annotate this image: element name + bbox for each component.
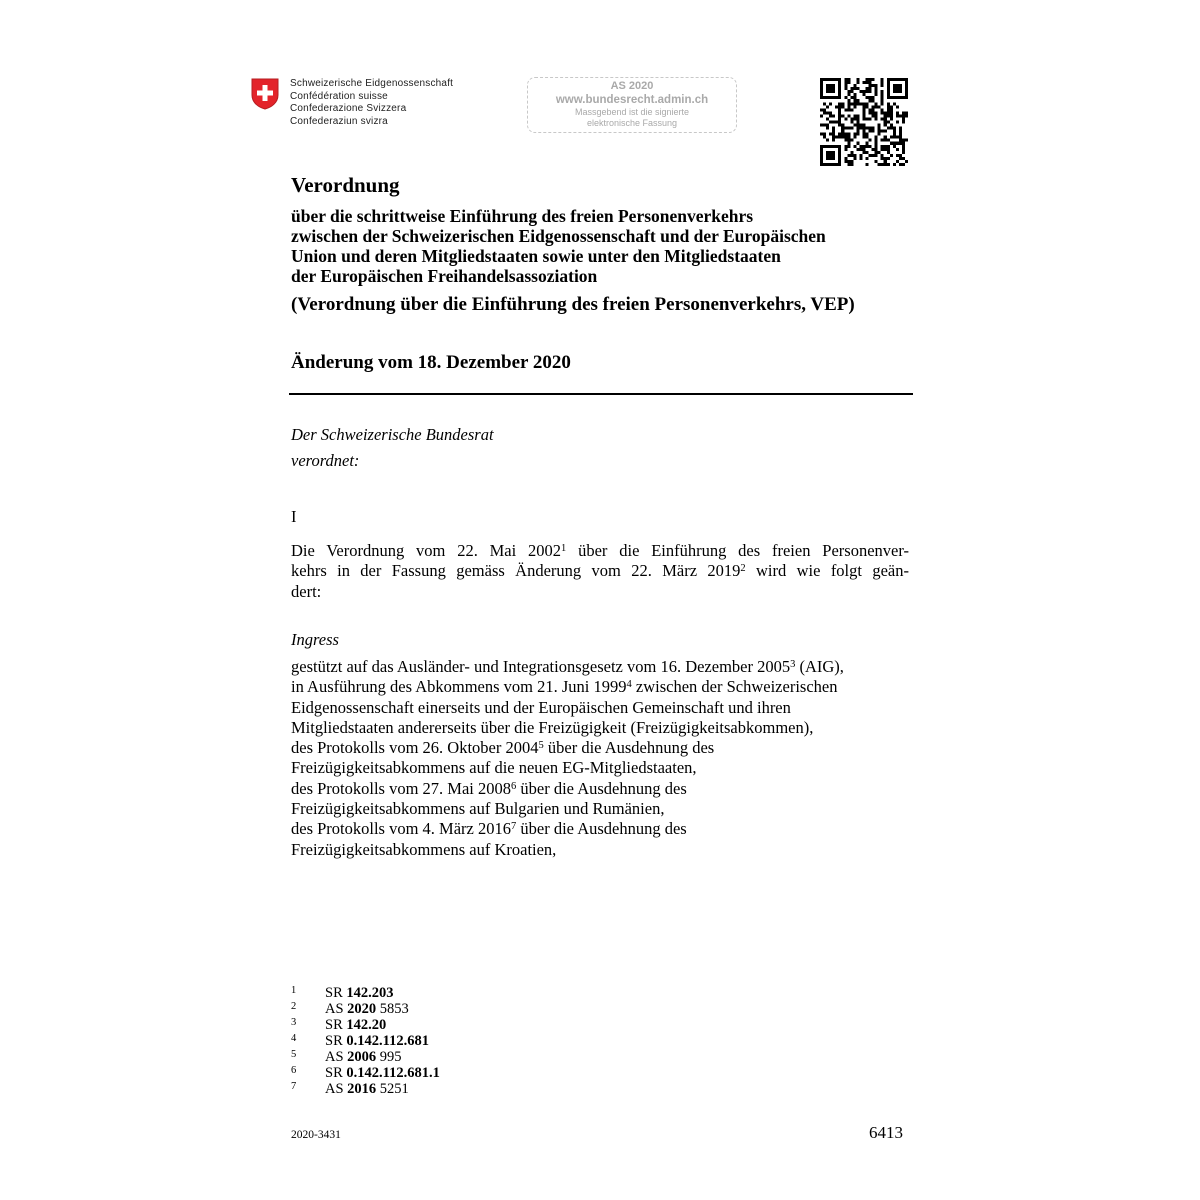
ingress-line: Freizügigkeitsabkommens auf Kroatien,	[291, 839, 557, 859]
footnote	[291, 1033, 440, 1049]
ingress-line: Freizügigkeitsabkommens auf die neuen EG-Mitgliedstaaten,	[291, 758, 697, 778]
swiss-flag-icon	[251, 78, 279, 110]
footnote-reference[interactable]: 142.203	[346, 985, 394, 1001]
footnote-prefix: SR	[325, 1065, 347, 1081]
footnote-number: 1	[291, 985, 297, 996]
amendment-date: Änderung vom 18. Dezember 2020	[291, 352, 571, 373]
footnote-number: 4	[291, 1033, 297, 1044]
footnote-reference[interactable]: 0.142.112.681.1	[346, 1065, 440, 1081]
footnote-ref[interactable]: 6	[511, 780, 517, 792]
paragraph-line	[291, 561, 909, 581]
council-name: Der Schweizerische Bundesrat	[291, 425, 494, 444]
footnote	[291, 1081, 440, 1097]
ingress-line	[291, 779, 844, 799]
ingress-part: des Protokolls vom 27. Mai 2008	[291, 778, 512, 798]
ingress-line: Freizügigkeitsabkommens auf Bulgarien und Rumänien,	[291, 799, 665, 819]
footnote	[291, 1065, 440, 1081]
footnote	[291, 1049, 440, 1065]
footnote-number: 5	[291, 1049, 297, 1060]
footnote-prefix: AS	[325, 1049, 348, 1065]
footnote-prefix: SR	[325, 1017, 347, 1033]
footnote-ref[interactable]: 4	[626, 679, 632, 691]
short-title: (Verordnung über die Einführung des freien Personenverkehrs, VEP)	[291, 294, 855, 315]
subtitle-line: Union und deren Mitgliedstaaten sowie unter den Mitgliedstaaten	[291, 246, 781, 266]
ingress-part: des Protokolls vom 4. März 2016	[291, 819, 511, 839]
qr-code-icon	[820, 78, 908, 166]
section-number: I	[291, 507, 297, 526]
ingress-part: gestützt auf das Ausländer- und Integrationsgesetz vom 16. Dezember 2005	[291, 657, 791, 676]
footnote-number: 6	[291, 1065, 297, 1076]
paragraph-line	[291, 541, 909, 561]
paragraph-text: wird wie folgt geän-	[745, 561, 909, 581]
subtitle-line: über die schrittweise Einführung des freien Personenverkehrs	[291, 206, 754, 226]
confederation-name-rm: Confederaziun svizra	[290, 115, 388, 127]
enacting-clause	[291, 425, 494, 472]
footnote-ref[interactable]: 2	[740, 563, 746, 575]
footnote-ref[interactable]: 5	[538, 740, 544, 752]
footnote-ref[interactable]: 7	[511, 821, 517, 833]
footnote-rest: 5251	[376, 1081, 409, 1097]
council-decrees: verordnet:	[291, 451, 360, 471]
document-subtitle	[291, 206, 826, 286]
footnotes	[291, 985, 440, 1097]
footnote-ref[interactable]: 3	[790, 659, 796, 670]
ingress-part: über die Ausdehnung des	[543, 738, 715, 758]
footnote	[291, 985, 440, 1001]
ingress-line	[291, 657, 844, 677]
footnote	[291, 1001, 440, 1017]
paragraph-text: über die Einführung des freien Personenver-	[566, 541, 909, 560]
official-publication-stamp	[527, 77, 737, 133]
ingress-heading: Ingress	[291, 630, 339, 649]
ingress-part: zwischen der Schweizerischen	[631, 677, 838, 697]
ingress-line: Eidgenossenschaft einerseits und der Europäischen Gemeinschaft und ihren	[291, 697, 791, 717]
footnote-reference[interactable]: 2006	[347, 1049, 377, 1065]
paragraph-text: kehrs in der Fassung gemäss Änderung vom 22. März 2019	[291, 561, 741, 581]
ingress-part: in Ausführung des Abkommens vom 21. Juni 1999	[291, 677, 627, 697]
footnote-ref[interactable]: 1	[561, 543, 567, 554]
footnote-prefix: AS	[325, 1001, 348, 1017]
confederation-name-fr: Confédération suisse	[290, 90, 388, 102]
ingress-part: über die Ausdehnung des	[516, 778, 687, 798]
stamp-collection: AS 2020	[610, 80, 654, 92]
document-title: Verordnung	[291, 173, 400, 197]
subtitle-line: der Europäischen Freihandelsassoziation	[291, 266, 598, 286]
footnote-rest: 995	[376, 1049, 402, 1065]
page-number: 6413	[869, 1123, 903, 1142]
footnote-rest: 5853	[376, 1001, 409, 1017]
ingress-line	[291, 819, 844, 839]
footnote-number: 3	[291, 1017, 297, 1028]
stamp-url: www.bundesrecht.admin.ch	[555, 94, 709, 106]
ingress-line	[291, 738, 844, 758]
ingress-part: (AIG),	[795, 657, 844, 676]
footnote-reference[interactable]: 2016	[347, 1081, 377, 1097]
ingress-text	[291, 657, 844, 860]
document-number: 2020-3431	[291, 1129, 341, 1141]
title-divider	[289, 393, 913, 395]
confederation-name-it: Confederazione Svizzera	[290, 103, 407, 114]
subtitle-line: zwischen der Schweizerischen Eidgenossenschaft und der Europäischen	[291, 226, 826, 246]
confederation-name-de: Schweizerische Eidgenossenschaft	[290, 78, 454, 89]
ingress-part: des Protokolls vom 26. Oktober 2004	[291, 738, 539, 758]
paragraph-line: dert:	[291, 581, 322, 601]
footnote-prefix: AS	[325, 1081, 348, 1097]
footnote-reference[interactable]: 2020	[347, 1001, 377, 1017]
paragraph-text: Die Verordnung vom 22. Mai 2002	[291, 541, 562, 560]
amendment-paragraph	[291, 541, 909, 602]
footnote-number: 2	[291, 1001, 297, 1012]
footnote-prefix: SR	[325, 1033, 347, 1049]
footnote	[291, 1017, 440, 1033]
ingress-part: über die Ausdehnung des	[516, 819, 687, 839]
stamp-note-1: Massgebend ist die signierte	[574, 107, 690, 117]
confederation-names	[290, 78, 453, 128]
ingress-line	[291, 677, 844, 697]
footnote-prefix: SR	[325, 985, 347, 1001]
stamp-note-2: elektronische Fassung	[586, 118, 678, 128]
footnote-reference[interactable]: 0.142.112.681	[346, 1033, 429, 1049]
footnote-number: 7	[291, 1081, 297, 1092]
footnote-reference[interactable]: 142.20	[346, 1017, 387, 1033]
ingress-line: Mitgliedstaaten andererseits über die Freizügigkeit (Freizügigkeitsabkommen),	[291, 717, 814, 737]
